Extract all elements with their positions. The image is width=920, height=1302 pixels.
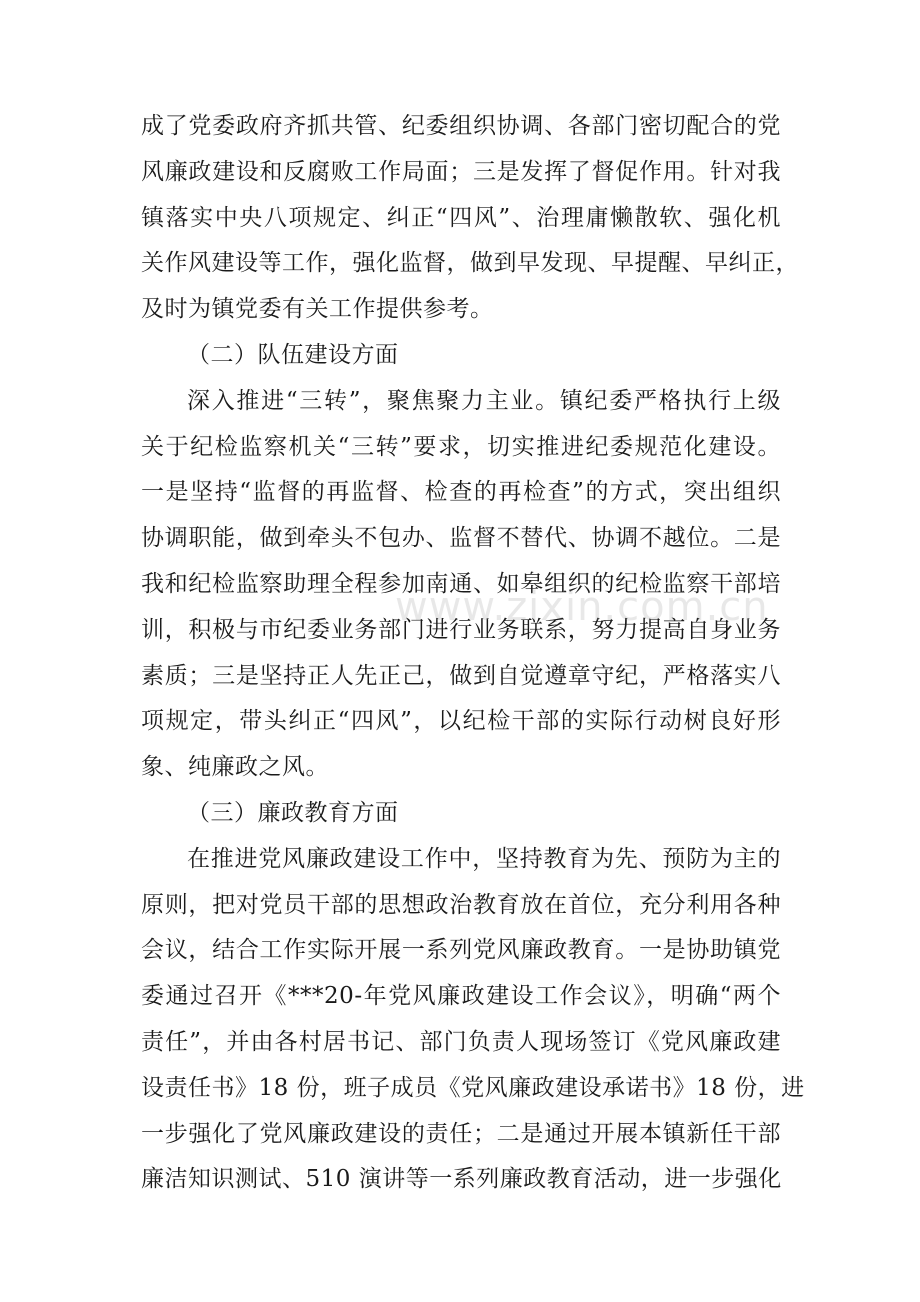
text-line: 在推进党风廉政建设工作中，坚持教育为先、预防为主的 <box>187 845 781 872</box>
section-heading: （二）队伍建设方面 <box>187 341 399 368</box>
text-line: 我和纪检监察助理全程参加南通、如皋组织的纪检监察干部培 <box>141 570 781 597</box>
text-line: 一步强化了党风廉政建设的责任；二是通过开展本镇新任干部 <box>141 1120 781 1147</box>
text-line: 成了党委政府齐抓共管、纪委组织协调、各部门密切配合的党 <box>141 113 781 139</box>
text-line: 一是坚持“监督的再监督、检查的再检查”的方式，突出组织 <box>141 479 781 506</box>
text-line: 素质；三是坚持正人先正己，做到自觉遵章守纪，严格落实八 <box>141 662 781 689</box>
text-line: 关作风建设等工作，强化监督，做到早发现、早提醒、早纠正， <box>141 250 799 277</box>
section-heading: （三）廉政教育方面 <box>187 799 399 826</box>
text-line: 会议，结合工作实际开展一系列党风廉政教育。一是协助镇党 <box>141 937 781 964</box>
text-line: 训，积极与市纪委业务部门进行业务联系，努力提高自身业务 <box>141 616 781 643</box>
text-line: 项规定，带头纠正“四风”，以纪检干部的实际行动树良好形 <box>141 708 781 735</box>
text-line: 关于纪检监察机关“三转”要求，切实推进纪委规范化建设。 <box>141 433 781 460</box>
watermark: www.zixin.com.cn <box>395 584 769 630</box>
text-line: 风廉政建设和反腐败工作局面；三是发挥了督促作用。针对我 <box>141 158 781 185</box>
text-line: 设责任书》18 份，班子成员《党风廉政建设承诺书》18 份，进 <box>141 1074 805 1101</box>
text-line: 镇落实中央八项规定、纠正“四风”、治理庸懒散软、强化机 <box>141 204 781 231</box>
document-body <box>141 104 805 1203</box>
text-line: 深入推进“三转”，聚焦聚力主业。镇纪委严格执行上级 <box>187 387 781 414</box>
text-line: 及时为镇党委有关工作提供参考。 <box>141 296 494 323</box>
text-line: 委通过召开《***20-年党风廉政建设工作会议》，明确“两个 <box>141 983 781 1010</box>
text-line: 廉洁知识测试、510 演讲等一系列廉政教育活动，进一步强化 <box>141 1166 782 1193</box>
text-line: 原则，把对党员干部的思想政治教育放在首位，充分利用各种 <box>141 891 781 918</box>
text-line: 责任”，并由各村居书记、部门负责人现场签订《党风廉政建 <box>141 1028 781 1055</box>
text-line: 象、纯廉政之风。 <box>141 754 329 781</box>
text-line: 协调职能，做到牵头不包办、监督不替代、协调不越位。二是 <box>141 525 781 552</box>
